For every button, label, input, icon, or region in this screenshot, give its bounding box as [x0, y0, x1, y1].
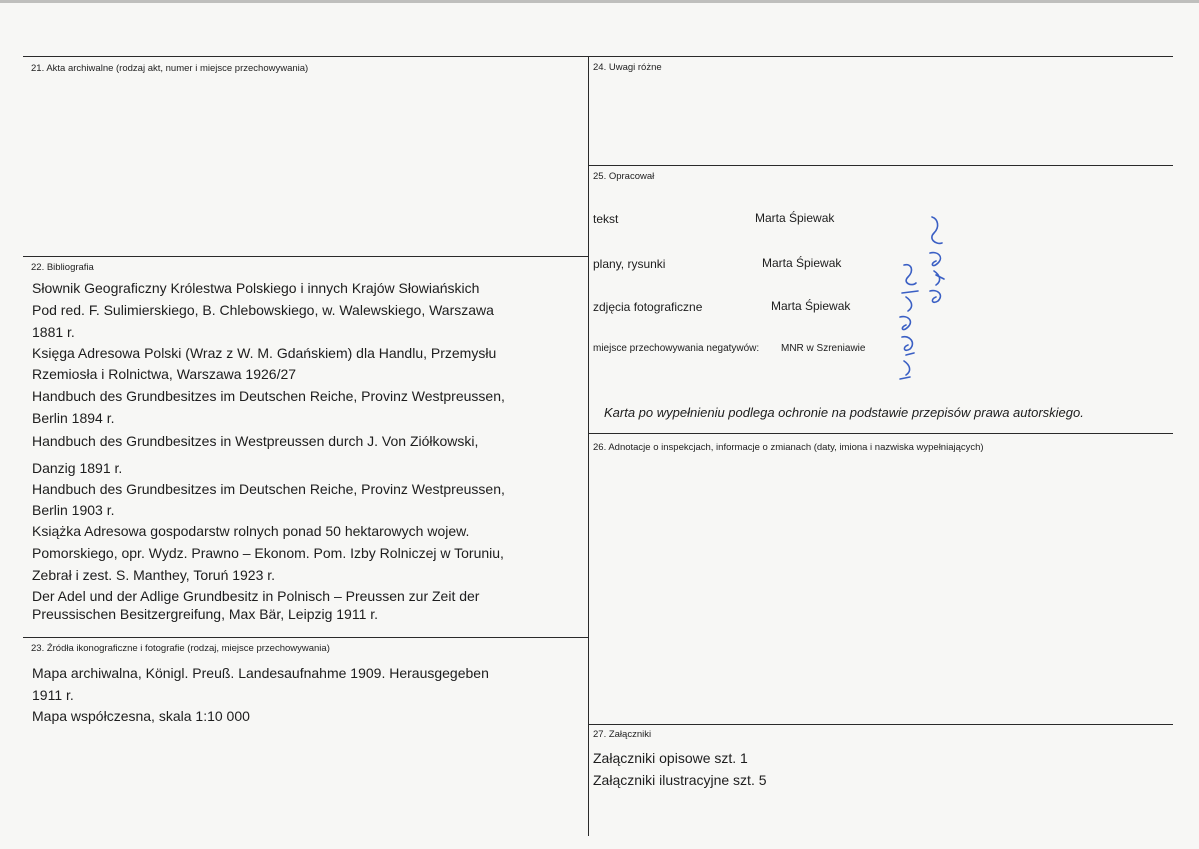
- attachments-line: Załączniki ilustracyjne szt. 5: [593, 772, 767, 788]
- bibliography-line: Pod red. F. Sulimierskiego, B. Chlebowskiego, w. Walewskiego, Warszawa: [32, 302, 494, 318]
- author-role-photos: zdjęcia fotograficzne: [593, 300, 703, 314]
- author-name-plans: Marta Śpiewak: [762, 256, 842, 270]
- author-name-text: Marta Śpiewak: [755, 211, 835, 225]
- bibliography-line: Rzemiosła i Rolnictwa, Warszawa 1926/27: [32, 366, 297, 382]
- bibliography-line: Handbuch des Grundbesitzes im Deutschen Reiche, Provinz Westpreussen,: [32, 481, 505, 497]
- section-24-label: 24. Uwagi różne: [593, 62, 662, 73]
- section-23-label: 23. Źródła ikonograficzne i fotografie (rodzaj, miejsce przechowywania): [31, 643, 330, 654]
- bibliography-line: Zebrał i zest. S. Manthey, Toruń 1923 r.: [32, 567, 276, 583]
- bibliography-line: Berlin 1894 r.: [32, 410, 115, 426]
- rule-before-27: [588, 724, 1173, 725]
- scan-top-edge: [0, 0, 1199, 3]
- copyright-notice: Karta po wypełnieniu podlega ochronie na podstawie przepisów prawa autorskiego.: [604, 405, 1084, 420]
- attachments-line: Załączniki opisowe szt. 1: [593, 750, 748, 766]
- bibliography-line: Księga Adresowa Polski (Wraz z W. M. Gdańskiem) dla Handlu, Przemysłu: [32, 345, 497, 361]
- top-rule: [23, 56, 1173, 57]
- rule-after-21: [23, 256, 588, 257]
- author-name-photos: Marta Śpiewak: [771, 299, 851, 313]
- section-21-label: 21. Akta archiwalne (rodzaj akt, numer i miejsce przechowywania): [31, 63, 309, 74]
- section-26-label: 26. Adnotacje o inspekcjach, informacje o zmianach (daty, imiona i nazwiska wypełniających): [593, 442, 984, 453]
- bibliography-line: Słownik Geograficzny Królestwa Polskiego i innych Krajów Słowiańskich: [32, 280, 480, 296]
- negatives-value: MNR w Szreniawie: [781, 343, 866, 354]
- bibliography-line: Danzig 1891 r.: [32, 460, 123, 476]
- bibliography-line: Handbuch des Grundbesitzes im Deutschen Reiche, Provinz Westpreussen,: [32, 388, 505, 404]
- author-role-text: tekst: [593, 212, 619, 226]
- author-role-plans: plany, rysunki: [593, 257, 666, 271]
- bibliography-line: Berlin 1903 r.: [32, 502, 115, 518]
- handwritten-signature: [890, 205, 960, 385]
- section-22-label: 22. Bibliografia: [31, 262, 94, 273]
- section-27-label: 27. Załączniki: [593, 729, 652, 740]
- center-divider: [588, 56, 589, 836]
- negatives-label: miejsce przechowywania negatywów:: [593, 343, 760, 354]
- bibliography-line: Książka Adresowa gospodarstw rolnych ponad 50 hektarowych wojew.: [32, 523, 470, 539]
- bibliography-line: Der Adel und der Adlige Grundbesitz in Polnisch – Preussen zur Zeit der: [32, 588, 480, 604]
- bibliography-line: 1881 r.: [32, 324, 75, 340]
- rule-after-22: [23, 637, 588, 638]
- iconography-line: Mapa archiwalna, Königl. Preuß. Landesaufnahme 1909. Herausgegeben: [32, 665, 489, 681]
- iconography-line: Mapa współczesna, skala 1:10 000: [32, 708, 250, 724]
- rule-after-24: [588, 165, 1173, 166]
- rule-after-25: [588, 433, 1173, 434]
- bibliography-line: Pomorskiego, opr. Wydz. Prawno – Ekonom. Pom. Izby Rolniczej w Toruniu,: [32, 545, 504, 561]
- iconography-line: 1911 r.: [32, 687, 74, 703]
- section-25-label: 25. Opracował: [593, 171, 655, 182]
- bibliography-line: Preussischen Besitzergreifung, Max Bär, Leipzig 1911 r.: [32, 606, 379, 622]
- bibliography-line: Handbuch des Grundbesitzes in Westpreussen durch J. Von Ziółkowski,: [32, 433, 479, 449]
